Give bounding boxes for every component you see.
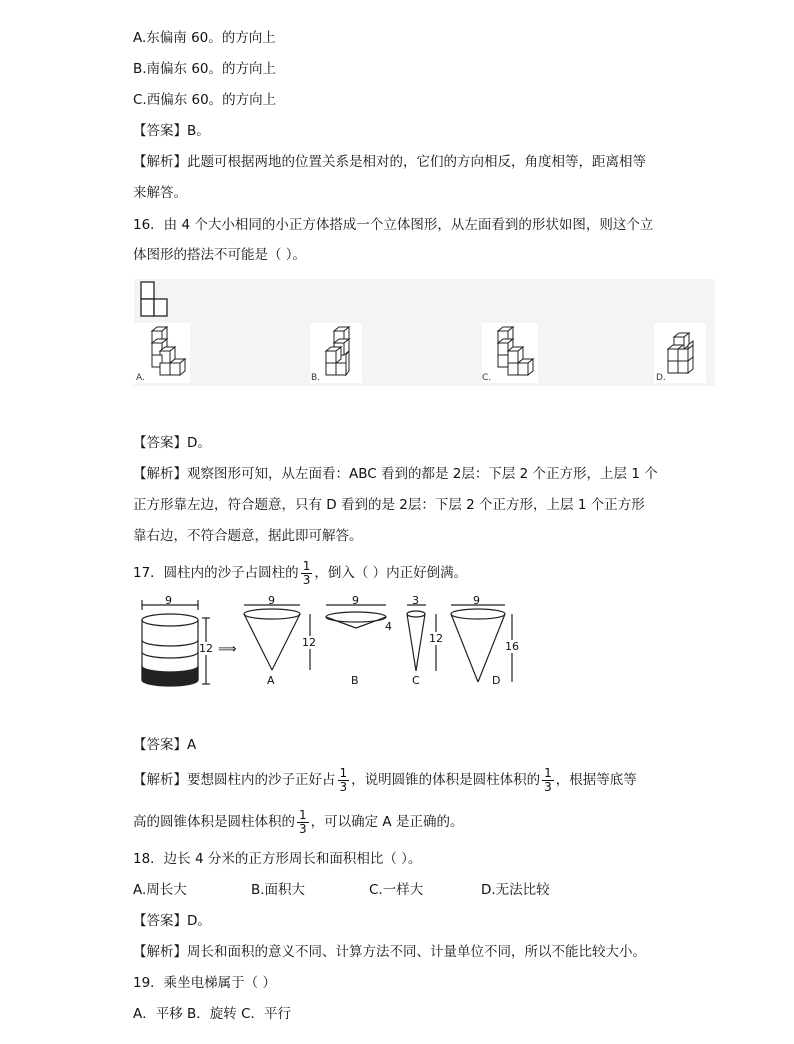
q17-stem <box>133 556 467 590</box>
q17-analysis-text3: ，根据等底等 <box>555 772 637 788</box>
q16-option-c-cubes <box>494 325 538 381</box>
q16-option-d-label: D. <box>656 373 666 383</box>
q17-analysis-line2 <box>133 804 463 840</box>
q17-analysis-text5: ，可以确定 A 是正确的。 <box>310 814 464 830</box>
q15-option-a: A.东偏南 60。的方向上 <box>133 30 276 46</box>
q16-option-a-cubes <box>148 325 188 381</box>
q18-option-a: A.周长大 <box>133 882 187 898</box>
q18-answer: 【答案】D。 <box>133 913 211 929</box>
q17-cone-b-label: B <box>351 674 359 687</box>
q17-analysis-text2: ，说明圆锥的体积是圆柱体积的 <box>351 772 541 788</box>
q16-option-b-label: B. <box>311 373 321 383</box>
q17-figure-drawing <box>140 596 525 690</box>
q17-analysis-text1: 【解析】要想圆柱内的沙子正好占 <box>133 772 336 788</box>
q17-cone-d-label: D <box>492 674 501 687</box>
q17-cone-c-top: 3 <box>412 594 419 607</box>
q16-stem-line1: 16．由 4 个大小相同的小正方体搭成一个立体图形，从左面看到的形状如图，则这个立 <box>133 217 654 233</box>
q17-stem-part1: 17．圆柱内的沙子占圆柱的 <box>133 565 299 581</box>
q17-analysis-line1 <box>133 762 637 798</box>
q17-arrow: ⟹ <box>218 642 237 657</box>
q17-analysis-fraction2: $\frac{1}{3}$ <box>544 765 552 794</box>
q17-answer: 【答案】A <box>133 737 197 753</box>
q18-option-c: C.一样大 <box>369 882 424 898</box>
q17-analysis-fraction3: $\frac{1}{3}$ <box>299 807 307 836</box>
q17-cylinder-height: 12 <box>199 642 213 655</box>
q18-analysis: 【解析】周长和面积的意义不同、计算方法不同、计量单位不同，所以不能比较大小。 <box>133 944 646 960</box>
q16-stem-line2: 体图形的搭法不可能是（ ）。 <box>133 247 307 263</box>
q18-option-b: B.面积大 <box>251 882 306 898</box>
q17-cone-b-top: 9 <box>352 594 359 607</box>
q16-option-d-cubes <box>664 329 704 381</box>
q15-analysis-line1: 【解析】此题可根据两地的位置关系是相对的，它们的方向相反，角度相等，距离相等 <box>133 154 646 170</box>
q16-analysis-line1: 【解析】观察图形可知，从左面看：ABC 看到的都是 2层：下层 2 个正方形，上层 1 个 <box>133 466 658 482</box>
q17-analysis-fraction1: $\frac{1}{3}$ <box>339 765 348 794</box>
q16-answer: 【答案】D。 <box>133 435 211 451</box>
q15-analysis-line2: 来解答。 <box>133 185 187 201</box>
q16-left-view <box>140 281 168 319</box>
q17-cone-c-label: C <box>412 674 420 687</box>
q15-option-b: B.南偏东 60。的方向上 <box>133 61 277 77</box>
q17-cone-d-height: 16 <box>505 640 519 653</box>
q17-stem-part2: ，倒入（ ）内正好倒满。 <box>314 565 468 581</box>
q18-stem: 18．边长 4 分米的正方形周长和面积相比（ ）。 <box>133 851 422 867</box>
q16-option-c-label: C. <box>482 373 492 383</box>
q17-figure <box>140 596 525 690</box>
q17-cone-d-top: 9 <box>473 594 480 607</box>
q15-option-c: C.西偏东 60。的方向上 <box>133 92 277 108</box>
q17-cone-a-top: 9 <box>268 594 275 607</box>
q17-cylinder-diameter: 9 <box>165 594 172 607</box>
q17-fraction: $\frac{1}{3}$ <box>302 558 311 587</box>
q17-cone-b-height: 4 <box>385 620 392 633</box>
q15-answer: 【答案】B。 <box>133 123 210 139</box>
q17-analysis-text4: 高的圆锥体积是圆柱体积的 <box>133 814 295 830</box>
q16-option-a-label: A. <box>136 373 145 383</box>
q16-figure <box>134 279 715 386</box>
q16-option-b-cubes <box>320 325 360 381</box>
q17-cone-a-label: A <box>267 674 275 687</box>
q16-analysis-line2: 正方形靠左边，符合题意，只有 D 看到的是 2层：下层 2 个正方形，上层 1 个正方形 <box>133 497 645 513</box>
q18-option-d: D.无法比较 <box>481 882 550 898</box>
q18-options <box>133 881 550 899</box>
q19-options: A．平移 B．旋转 C．平行 <box>133 1006 292 1022</box>
q17-cone-a-height: 12 <box>302 636 316 649</box>
q16-analysis-line3: 靠右边，不符合题意，据此即可解答。 <box>133 528 363 544</box>
q17-cone-c-height: 12 <box>429 632 443 645</box>
q19-stem: 19．乘坐电梯属于（ ） <box>133 975 276 991</box>
